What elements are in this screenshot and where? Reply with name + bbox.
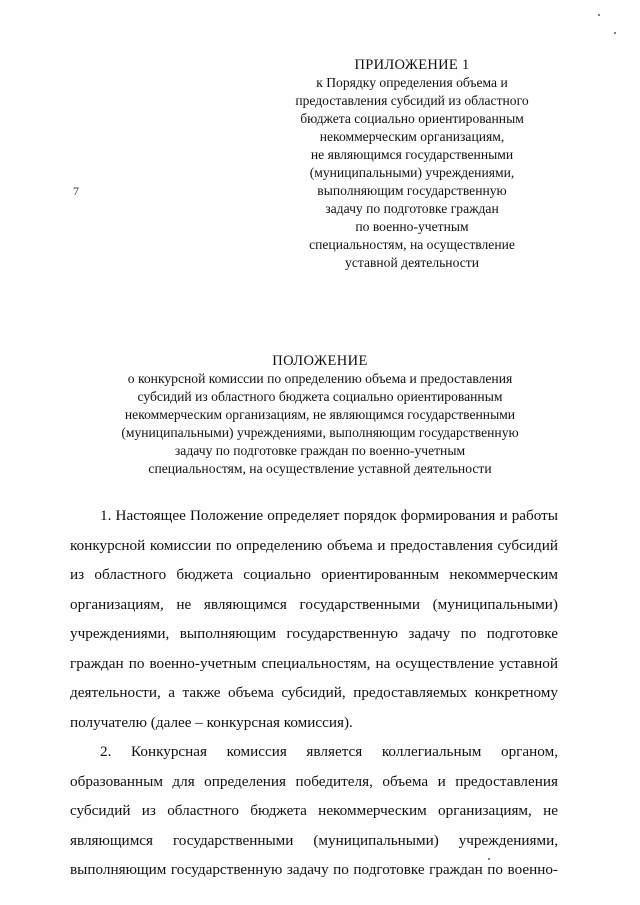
appendix-line: (муниципальными) учреждениями, [309, 165, 515, 180]
appendix-line: по военно-учетным [355, 219, 469, 234]
paragraph-line: являющимся государственными (муниципальными) учреждениями, [70, 831, 558, 849]
heading-line: о конкурсной комиссии по определению объема и предоставления [127, 371, 513, 386]
paragraph-1 [70, 501, 558, 737]
appendix-title: ПРИЛОЖЕНИЕ 1 [354, 57, 470, 73]
paragraph-line: граждан по военно-учетным специальностям, на осуществление уставной [70, 654, 558, 672]
appendix-line: к Порядку определения объема и [316, 75, 508, 90]
paragraph-line: выполняющим государственную задачу по подготовке граждан по военно- [70, 861, 558, 878]
scan-speck [614, 32, 616, 34]
appendix-line: бюджета социально ориентированным [300, 111, 524, 126]
paragraph-line: получателю (далее – конкурсная комиссия). [70, 713, 353, 731]
appendix-line: специальностям, на осуществление [309, 237, 515, 252]
body-text [70, 501, 558, 885]
heading-line: субсидий из областного бюджета социально ориентированным [137, 389, 503, 404]
paragraph-line: 1. Настоящее Положение определяет порядок формирования и работы [100, 507, 558, 524]
heading-line: (муниципальными) учреждениями, выполняющим государственную [121, 425, 519, 440]
appendix-line: задачу по подготовке граждан [325, 201, 499, 216]
appendix-line: уставной деятельности [345, 255, 479, 270]
heading-line: задачу по подготовке граждан по военно-учетным [174, 443, 466, 458]
appendix-line: предоставления субсидий из областного [295, 93, 529, 108]
heading-title: ПОЛОЖЕНИЕ [272, 353, 368, 369]
paragraph-2 [70, 737, 558, 885]
stray-mark: 7 [73, 184, 79, 198]
appendix-line: выполняющим государственную [317, 183, 507, 198]
paragraph-line: из областного бюджета социально ориентированным некоммерческим [70, 566, 558, 583]
heading-line: специальностям, на осуществление уставной деятельности [148, 461, 492, 476]
paragraph-line: образованным для определения победителя, объема и предоставления [70, 772, 558, 790]
paragraph-line: организациям, не являющимся государственными (муниципальными) [70, 595, 558, 613]
paragraph-line: конкурсной комиссии по определению объема и предоставления субсидий [70, 536, 558, 554]
paragraph-line: деятельности, а также объема субсидий, предоставляемых конкретному [70, 684, 558, 701]
appendix-line: некоммерческим организациям, [319, 129, 505, 144]
document-heading [70, 352, 570, 478]
appendix-block [262, 56, 562, 272]
paragraph-line: 2. Конкурсная комиссия является коллегиальным органом, [100, 743, 558, 760]
heading-line: некоммерческим организациям, не являющимся государственными [124, 407, 516, 422]
paragraph-line: учреждениями, выполняющим государственную задачу по подготовке [70, 625, 558, 642]
appendix-line: не являющимся государственными [310, 147, 514, 162]
paragraph-line: субсидий из областного бюджета некоммерческим организациям, не [70, 802, 558, 819]
scan-speck [598, 14, 600, 16]
